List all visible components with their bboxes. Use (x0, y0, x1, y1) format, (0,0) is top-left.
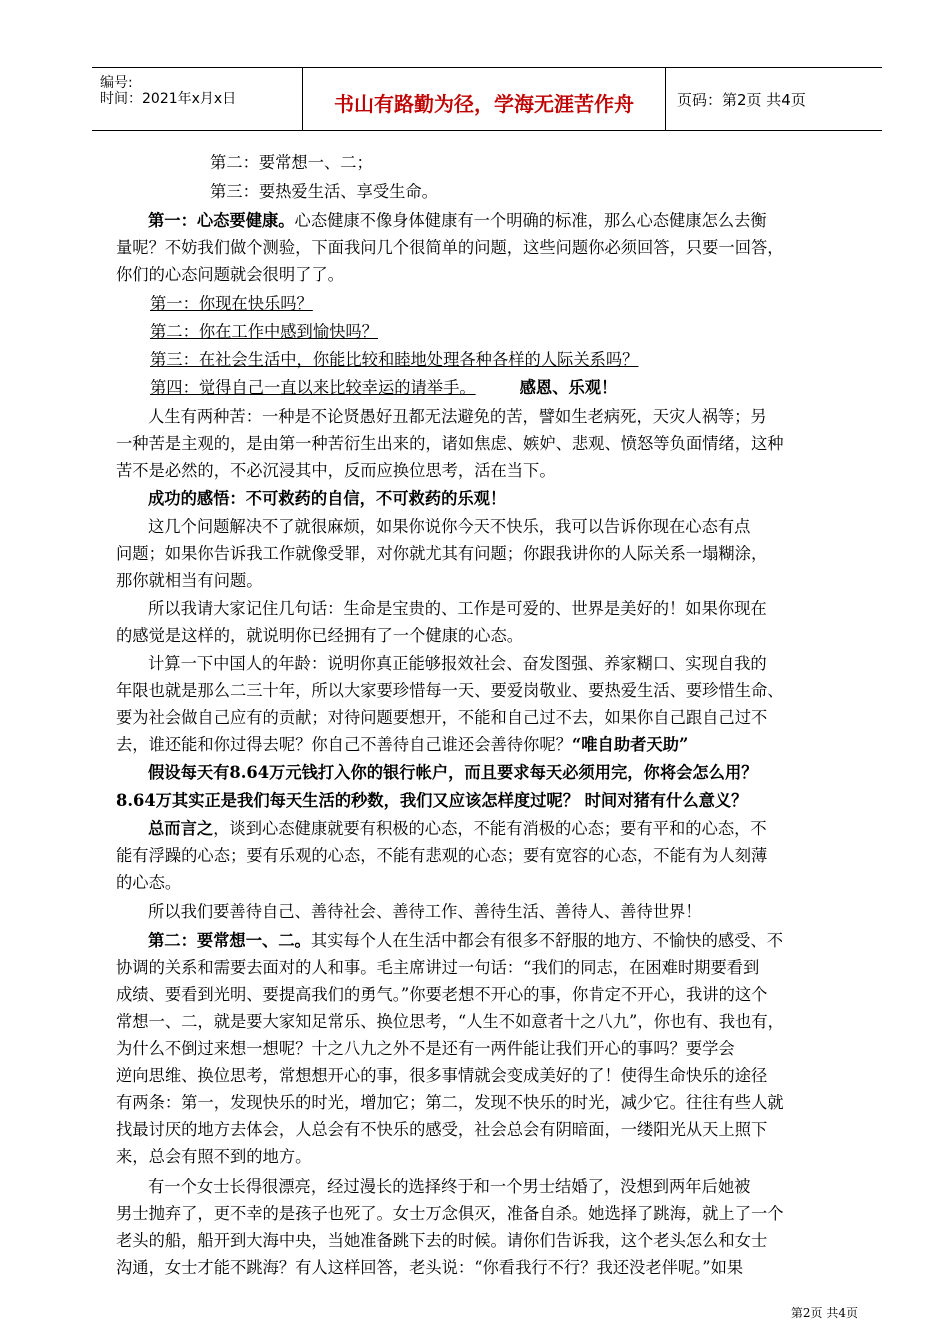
text-line: 常想一、二，就是要大家知足常乐、换位思考，“人生不如意者十之八九”，你也有、我也有， (116, 1012, 784, 1031)
text-line: 问题；如果你告诉我工作就像受罪，对你就尤其有问题；你跟我讲你的人际关系一塌糊涂， (116, 544, 768, 563)
highlight-text: 感恩、乐观！ (519, 378, 618, 397)
text-line: 老头的船，船开到大海中央，当她准备跳下去的时候。请你们告诉我，这个老头怎么和女士 (116, 1231, 768, 1250)
text-line: 为什么不倒过来想一想呢？十之八九之外不是还有一两件能让我们开心的事吗？要学会 (116, 1039, 735, 1058)
text-line: 这几个问题解决不了就很麻烦，如果你说你今天不快乐，我可以告诉你现在心态有点 (148, 517, 751, 536)
text-line: 来，总会有照不到的地方。 (116, 1147, 312, 1166)
text-line: 苦不是必然的，不必沉浸其中，反而应换位思考，活在当下。 (116, 461, 556, 480)
header-motto: 书山有路勤为径，学海无涯苦作舟 (334, 92, 634, 116)
text-line: 去，谁还能和你过得去呢？你自己不善待自己谁还会善待你呢？“唯自助者天助” (116, 735, 689, 754)
text-line: 年限也就是那么二三十年，所以大家要珍惜每一天、要爱岗敬业、要热爱生活、要珍惜生命、 (116, 681, 784, 700)
text-line: 计算一下中国人的年龄：说明你真正能够报效社会、奋发图强、养家糊口、实现自我的 (148, 654, 767, 673)
text-line: 男士抛弃了，更不幸的是孩子也死了。女士万念俱灭，准备自杀。她选择了跳海，就上了一个 (116, 1204, 784, 1223)
time-label: 时间：2021年x月x日 (100, 91, 237, 107)
question-line: 第三：在社会生活中，你能比较和睦地处理各种各样的人际关系吗？ (150, 350, 639, 369)
text-line: 那你就相当有问题。 (116, 571, 263, 590)
text-line: 人生有两种苦：一种是不论贤愚好丑都无法避免的苦，譬如生老病死，天灾人祸等；另 (148, 407, 767, 426)
bold-line: 假设每天有8.64万元钱打入你的银行帐户，而且要求每天必须用完，你将会怎么用？ (148, 763, 758, 782)
text-line: 量呢？不妨我们做个测验，下面我问几个很简单的问题，这些问题你必须回答，只要一回答， (116, 238, 784, 257)
text-line: 所以我们要善待自己、善待社会、善待工作、善待生活、善待人、善待世界！ (148, 902, 702, 921)
text-line: 沟通，女士才能不跳海？有人这样回答，老头说：“你看我行不行？我还没老伴呢。”如果 (116, 1258, 744, 1277)
question-line: 第四：觉得自己一直以来比较幸运的请举手。 感恩、乐观！ (150, 378, 618, 397)
header-page-cell (665, 68, 882, 130)
text-line: 的心态。 (116, 873, 182, 892)
text-line: 有一个女士长得很漂亮，经过漫长的选择终于和一个男士结婚了，没想到两年后她被 (148, 1177, 751, 1196)
bold-line: 8.64万其实正是我们每天生活的秒数，我们又应该怎样度过呢？ 时间对猪有什么意义？ (116, 791, 748, 810)
summary-lead: 总而言之 (148, 819, 214, 838)
text-line: 能有浮躁的心态；要有乐观的心态，不能有悲观的心态；要有宽容的心态，不能有为人刻薄 (116, 846, 768, 865)
text-line: 逆向思维、换位思考，常想想开心的事，很多事情就会变成美好的了！使得生命快乐的途径 (116, 1066, 768, 1085)
header-motto-cell (302, 68, 666, 130)
heading-lead: 第一：心态要健康。 (148, 211, 295, 230)
paragraph-heading-line: 第一：心态要健康。心态健康不像身体健康有一个明确的标准，那么心态健康怎么去衡 (148, 211, 767, 230)
page-number-label: 页码：第2页 共4页 (677, 91, 806, 109)
page-footer: 第2页 共4页 (790, 1306, 858, 1320)
page-header (92, 67, 882, 131)
text-line: 要为社会做自己应有的贡献；对待问题要想开，不能和自己过不去，如果你自己跟自己过不 (116, 708, 768, 727)
bold-line: 成功的感悟：不可救药的自信，不可救药的乐观！ (148, 489, 507, 508)
text-line: 第二：要常想一、二； (210, 153, 373, 172)
text-line: 总而言之，谈到心态健康就要有积极的心态，不能有消极的心态；要有平和的心态，不 (148, 819, 767, 838)
text-line: 的感觉是这样的，就说明你已经拥有了一个健康的心态。 (116, 626, 524, 645)
text-line: 所以我请大家记住几句话：生命是宝贵的、工作是可爱的、世界是美好的！如果你现在 (148, 599, 767, 618)
text-line: 你们的心态问题就会很明了了。 (116, 265, 344, 284)
question-line: 第一：你现在快乐吗？ (150, 294, 313, 313)
text-line: 找最讨厌的地方去体会，人总会有不快乐的感受，社会总会有阴暗面，一缕阳光从天上照下 (116, 1120, 768, 1139)
heading-lead: 第二：要常想一、二。 (148, 931, 311, 950)
text-line: 协调的关系和需要去面对的人和事。毛主席讲过一句话：“我们的同志，在困难时期要看到 (116, 958, 760, 977)
highlight-text: “唯自助者天助” (571, 735, 689, 754)
text-line: 第三：要热爱生活、享受生命。 (210, 182, 438, 201)
header-info (92, 68, 302, 130)
text-line: 一种苦是主观的，是由第一种苦衍生出来的，诸如焦虑、嫉妒、悲观、愤怒等负面情绪，这种 (116, 434, 784, 453)
question-line: 第二：你在工作中感到愉快吗？ (150, 322, 378, 341)
text-line: 成绩、要看到光明、要提高我们的勇气。”你要老想不开心的事，你肯定不开心，我讲的这个 (116, 985, 768, 1004)
code-label: 编号: (100, 75, 133, 91)
text-line: 有两条：第一，发现快乐的时光，增加它；第二，发现不快乐的时光，减少它。往往有些人就 (116, 1093, 784, 1112)
paragraph-heading-line: 第二：要常想一、二。其实每个人在生活中都会有很多不舒服的地方、不愉快的感受、不 (148, 931, 783, 950)
